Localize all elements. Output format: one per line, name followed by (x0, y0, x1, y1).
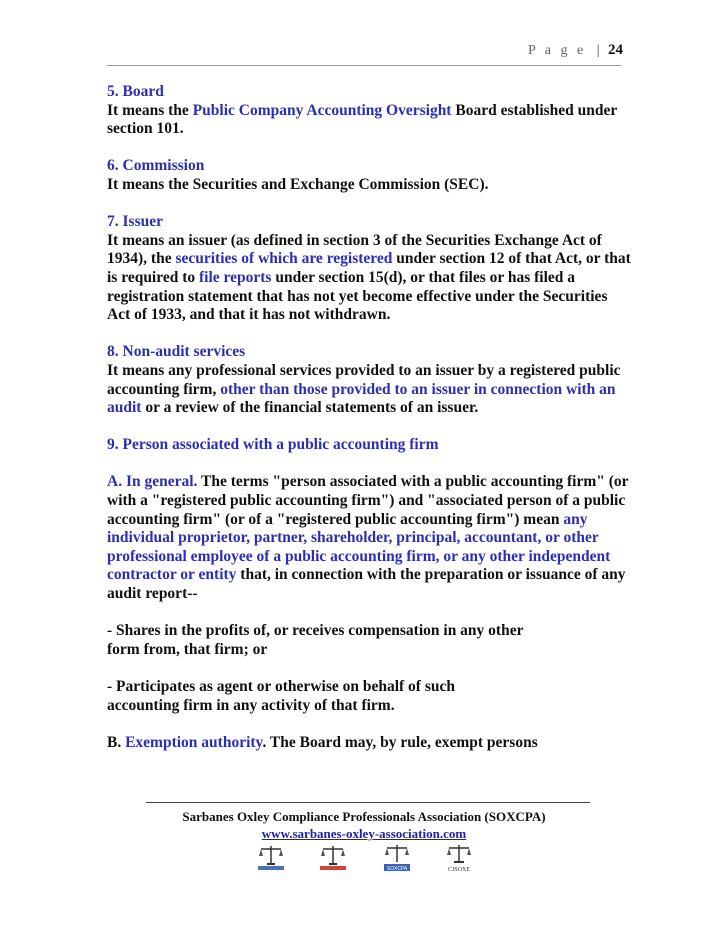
text-run: - Shares in the profits of, or receives compensation in any other (107, 622, 524, 640)
text-run: It means the (107, 101, 193, 119)
footer-logos (248, 842, 478, 872)
section (107, 734, 632, 753)
section (107, 622, 632, 659)
text-run: that, in connection with the preparation or issuance of any audit report-- (107, 566, 626, 603)
text-run: B. (107, 733, 126, 751)
header-rule (107, 65, 621, 66)
section (107, 436, 632, 455)
highlighted-term: A. In general. (107, 473, 198, 491)
scales-of-justice-logo (256, 842, 286, 872)
section (107, 157, 632, 194)
section (107, 473, 632, 603)
section (107, 678, 632, 715)
section-heading: 5. Board (107, 83, 164, 100)
highlighted-term: securities of which are registered (175, 250, 393, 268)
paragraph (107, 176, 632, 195)
page-header (528, 42, 623, 59)
text-run: form from, that firm; or (107, 640, 268, 658)
footer-organization: Sarbanes Oxley Compliance Professionals Association (SOXCPA) (182, 809, 546, 824)
paragraph (107, 473, 632, 603)
paragraph (107, 641, 632, 660)
page-number: 24 (608, 42, 623, 58)
footer-website-link[interactable]: www.sarbanes-oxley-association.com (261, 826, 467, 841)
highlighted-term: Exemption authority (125, 733, 263, 751)
logo-caption-cjsoxe: CJSOXE (447, 867, 471, 872)
text-run: It means any professional services provided to an issuer by a registered public accounting firm, (107, 361, 621, 398)
section (107, 343, 632, 417)
section (107, 213, 632, 325)
text-run: accounting firm in any activity of that firm. (107, 696, 395, 714)
section-heading: 8. Non-audit services (107, 343, 246, 361)
page-separator: | (596, 43, 600, 58)
section-heading: 9. Person associated with a public accounting firm (107, 436, 439, 454)
paragraph (107, 697, 632, 716)
section-heading: 7. Issuer (107, 213, 163, 231)
text-run: under section 12 of that Act, or that is required to (107, 250, 631, 286)
text-run: It means the Securities and Exchange Commission (SEC). (107, 175, 489, 193)
scales-of-justice-logo (382, 842, 412, 872)
footer-rule (146, 802, 590, 803)
paragraph (107, 622, 632, 641)
section-heading: 6. Commission (107, 157, 205, 175)
highlighted-term: other than those provided to an issuer in connection with an audit (107, 380, 616, 417)
highlighted-term: Public Company Accounting Oversight (192, 101, 452, 119)
paragraph (107, 678, 632, 697)
page-word: P a g e (527, 43, 587, 58)
text-run: The terms "person associated with a public accounting firm" (or with a "registered public accounting firm") and "associated person of a public accounting firm" (or of a "registered public accounting firm") mean (107, 473, 629, 528)
paragraph (107, 102, 632, 139)
text-run: - Participates as agent or otherwise on behalf of such (107, 678, 456, 695)
scales-of-justice-logo (318, 842, 348, 872)
paragraph (107, 232, 632, 325)
highlighted-term: any individual proprietor, partner, shareholder, principal, accountant, or other professional employee of a public accounting firm, or any other independent contractor or entity (107, 510, 611, 584)
text-run: It means an issuer (as defined in section 3 of the Securities Exchange Act of 1934), the (107, 231, 602, 268)
document-body (107, 83, 632, 771)
text-run: or a review of the financial statements of an issuer. (141, 399, 479, 417)
scales-of-justice-logo (444, 842, 474, 872)
logo-caption-soxcpa: SOXCPA (386, 866, 408, 872)
paragraph (107, 734, 632, 753)
section (107, 83, 632, 139)
text-run: Board established under section 101. (107, 101, 617, 138)
text-run: under section 15(d), or that files or has filed a registration statement that has not yet become effective under the Securities Act of 1933, and that it has not withdrawn. (107, 268, 608, 324)
paragraph (107, 362, 632, 418)
highlighted-term: file reports (199, 268, 272, 286)
text-run: . The Board may, by rule, exempt persons (262, 733, 538, 751)
